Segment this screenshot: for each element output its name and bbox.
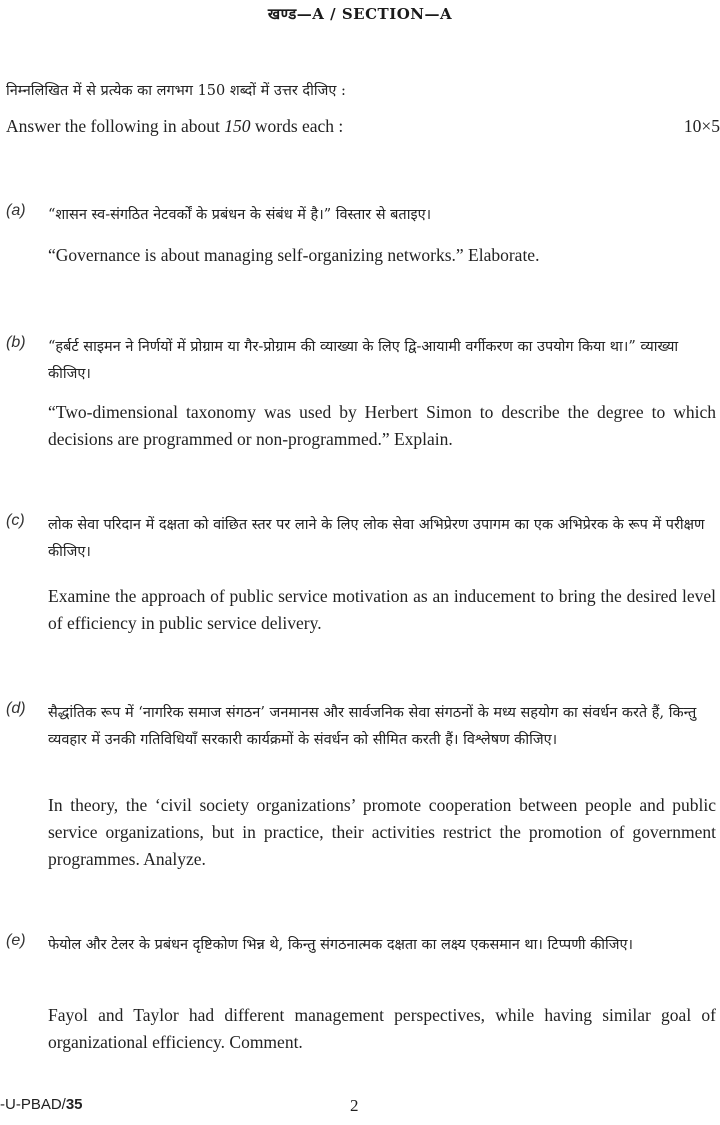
- question-hindi: लोक सेवा परिदान में दक्षता को वांछित स्तर पर लाने के लिए लोक सेवा अभिप्रेरण उपागम का एक अभिप्रेरक के रूप में परीक्षण कीजिए।: [48, 517, 705, 560]
- section-heading: खण्ड—A / SECTION—A: [267, 5, 453, 23]
- question-hindi: फेयोल और टेलर के प्रबंधन दृष्टिकोण भिन्न थे, किन्तु संगठनात्मक दक्षता का लक्ष्य एकसमान था। टिप्पणी कीजिए।: [48, 937, 634, 953]
- question-english: Fayol and Taylor had different management perspectives, while having similar goal of organizational efficiency. Comment.: [48, 1005, 716, 1052]
- question-hindi: “शासन स्व-संगठित नेटवर्कों के प्रबंधन के संबंध में है।” विस्तार से बताइए।: [48, 207, 432, 223]
- question-label: (c): [6, 512, 25, 529]
- instructions-hindi: निम्नलिखित में से प्रत्येक का लगभग 150 शब्दों में उत्तर दीजिए :: [6, 83, 346, 99]
- marks-allocation: 10×5: [683, 116, 720, 136]
- question-label: (d): [6, 700, 26, 717]
- paper-code-prefix: -U-PBAD/: [0, 1096, 66, 1113]
- paper-code-number: 35: [65, 1096, 83, 1113]
- question-label: (e): [6, 932, 26, 949]
- page-number: 2: [350, 1096, 359, 1115]
- question-english: In theory, the ‘civil society organizations’ promote cooperation between people and public service organizations, but in practice, their activities restrict the promotion of government programmes. Analyze.: [48, 795, 716, 869]
- instructions-english: [6, 116, 720, 137]
- question-hindi: “हर्बर्ट साइमन ने निर्णयों में प्रोग्राम या गैर-प्रोग्राम की व्याख्या के लिए द्वि-आयामी वर्गीकरण का उपयोग किया था।” व्याख्या कीजिए।: [48, 339, 679, 382]
- question-label: (b): [6, 334, 26, 351]
- instructions-english-text-2: words each :: [250, 116, 344, 136]
- instructions-word-count: 150: [224, 116, 251, 136]
- paper-code: [0, 1096, 83, 1113]
- question-english: “Two-dimensional taxonomy was used by Herbert Simon to describe the degree to which decisions are programmed or non-programmed.” Explain.: [48, 402, 716, 449]
- question-hindi: सैद्धांतिक रूप में ‘नागरिक समाज संगठन’ जनमानस और सार्वजनिक सेवा संगठनों के मध्य सहयोग का संवर्धन करते हैं, किन्तु व्यवहार में उनकी गतिविधियाँ सरकारी कार्यक्रमों के संवर्धन को सीमित करती हैं। विश्लेषण कीजिए।: [48, 705, 697, 748]
- question-english: “Governance is about managing self-organizing networks.” Elaborate.: [48, 245, 540, 265]
- question-label: (a): [6, 202, 26, 219]
- question-english: Examine the approach of public service motivation as an inducement to bring the desired level of efficiency in public service delivery.: [48, 586, 716, 633]
- instructions-english-text-1: Answer the following in about: [6, 116, 225, 136]
